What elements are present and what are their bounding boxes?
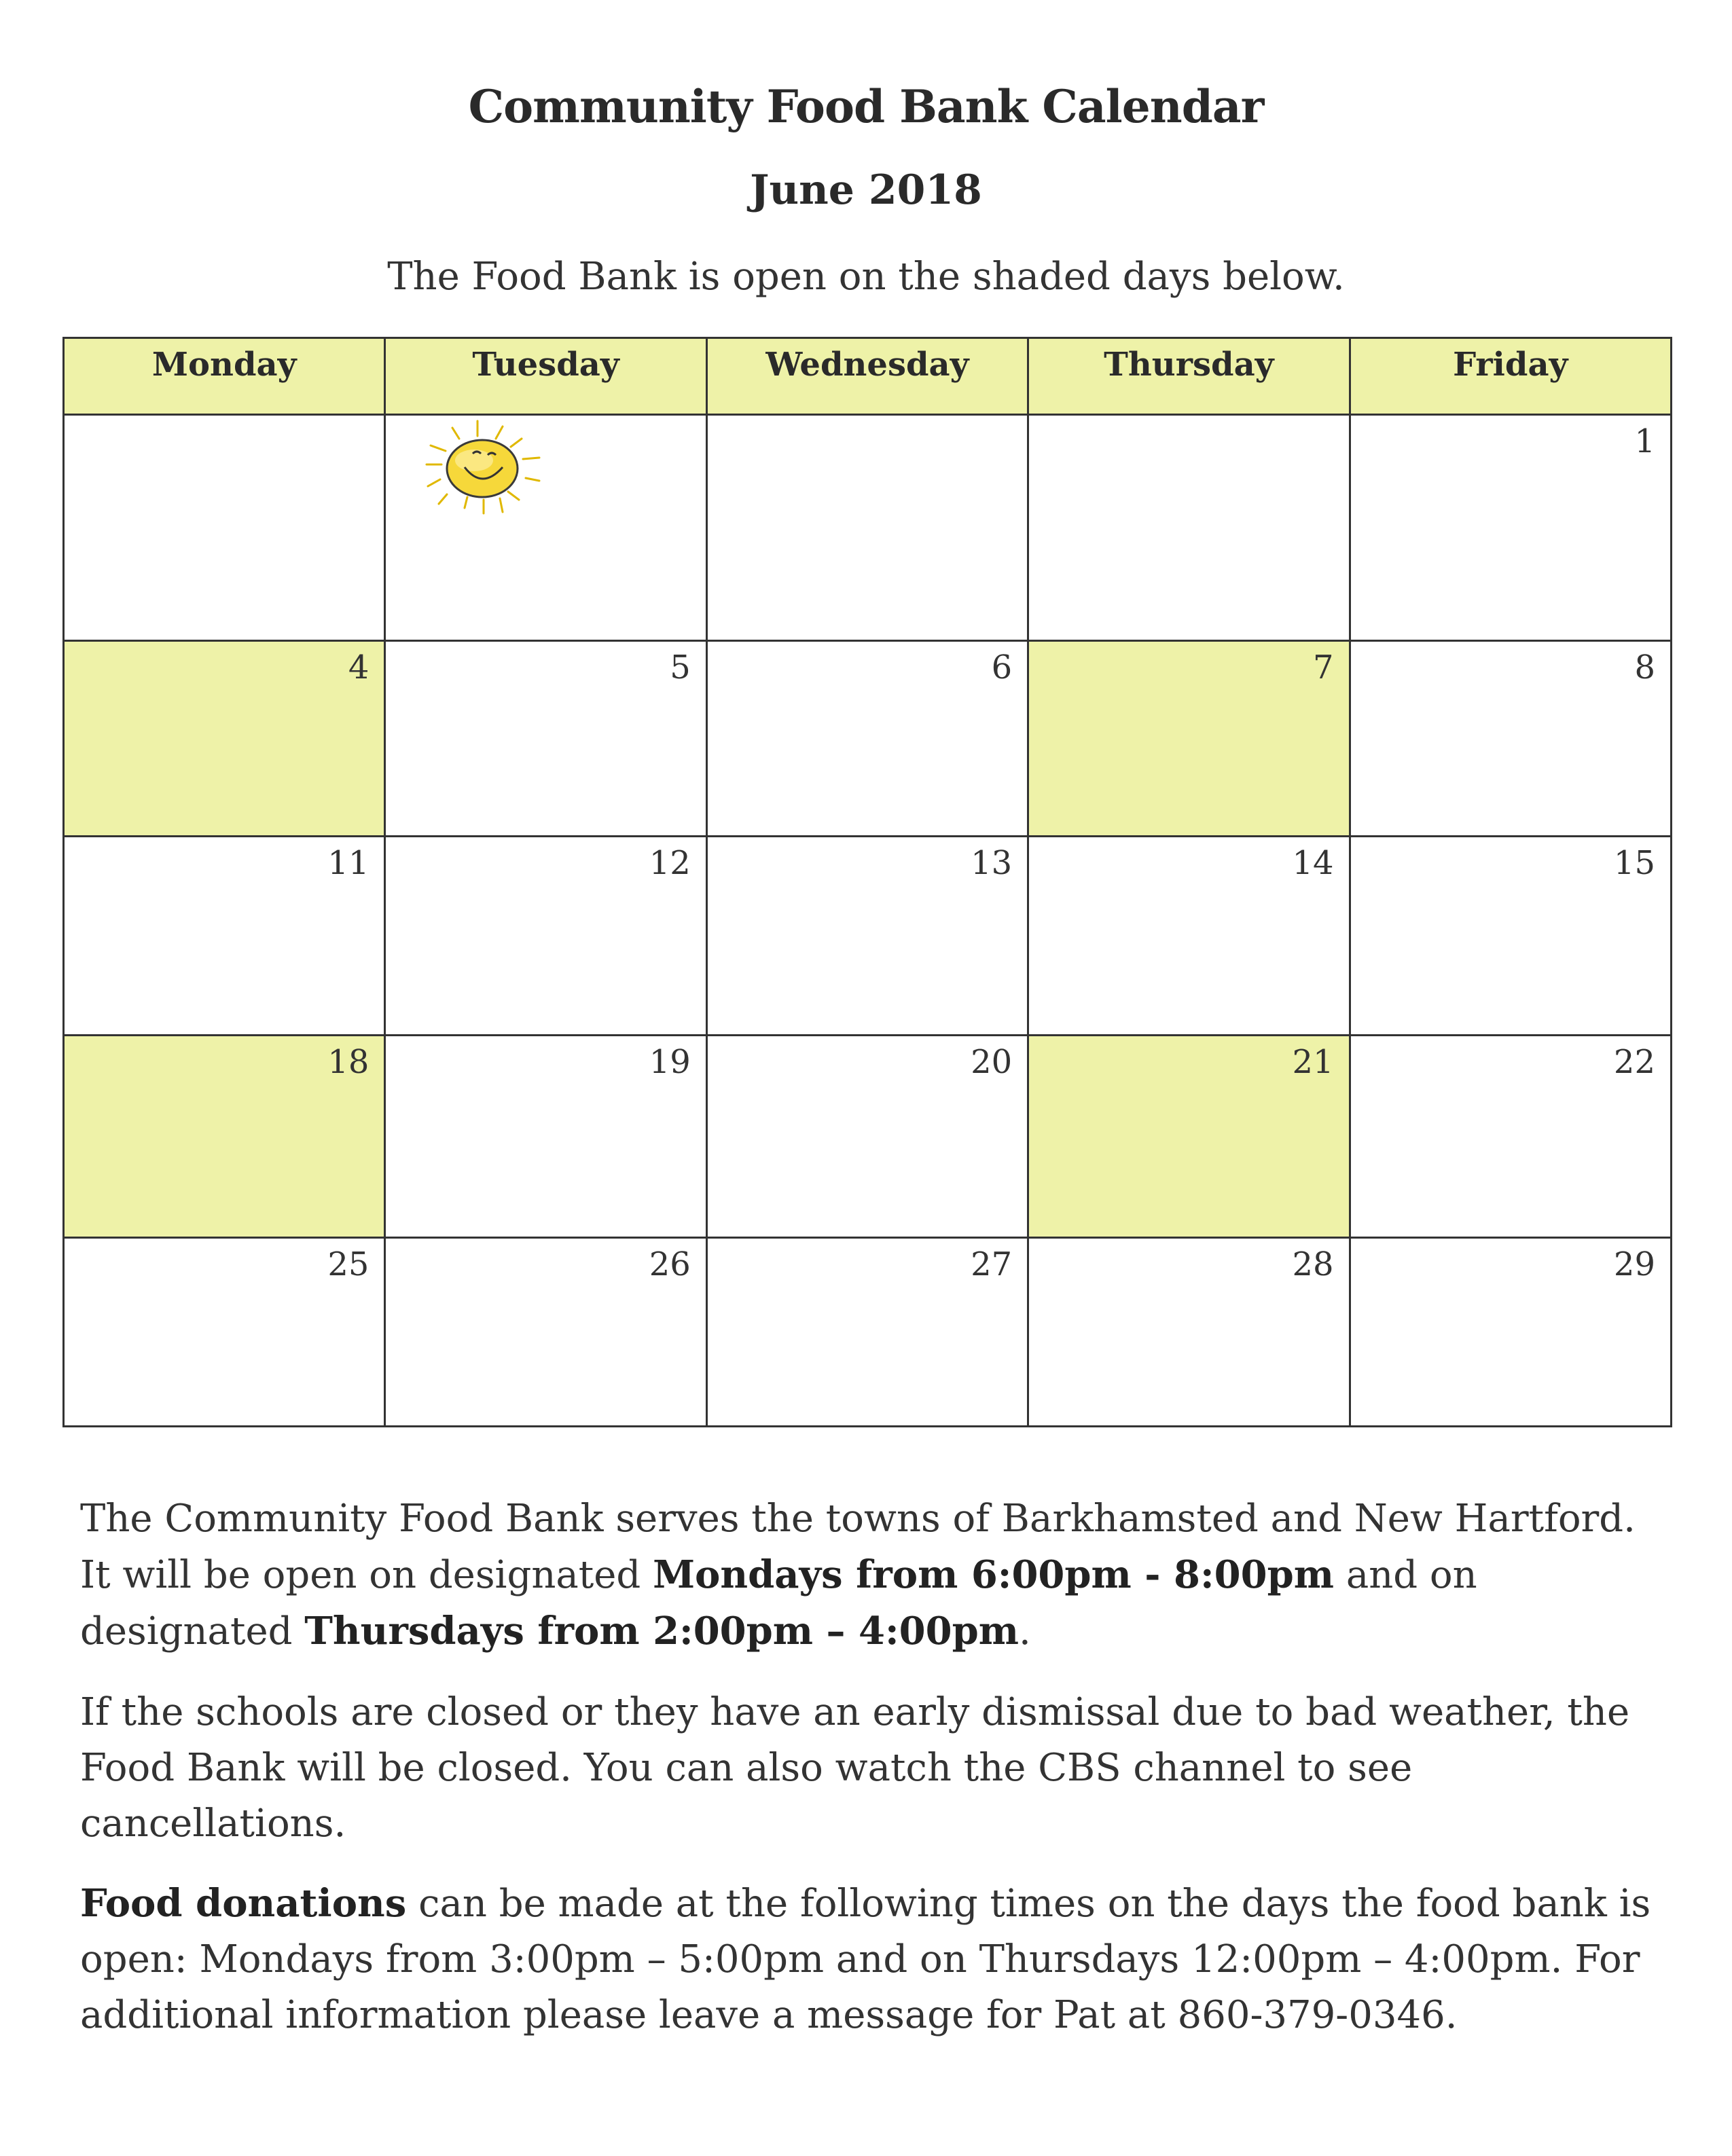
month-title: June 2018 [750,166,982,214]
calendar-day-cell [706,641,1028,837]
day-number: 13 [971,844,1013,882]
calendar-day-cell-open [64,1036,385,1238]
calendar-day-cell [706,837,1028,1036]
closure-paragraph: If the schools are closed or they have an early dismissal due to bad weather, the Food Bank will be closed. You can also watch the CBS channel to see cancellations. [80,1690,1630,1846]
calendar-day-cell [1350,837,1671,1036]
donations-text: can be made at the following times on the days the food bank is open: Mondays from 3:00pm – 5:00pm and on Thursdays 12:00pm – 4:00pm. For additional information please leave a message for Pat at 860-379-0346. [80,1882,1651,2037]
hours-text-c: . [1019,1609,1031,1653]
day-number: 12 [649,844,691,882]
calendar-day-cell [385,1238,706,1427]
sun-icon [420,418,549,523]
day-number: 26 [649,1245,691,1283]
day-number: 7 [1313,648,1334,687]
thursday-hours: Thursdays from 2:00pm – 4:00pm [304,1609,1020,1653]
day-number: 8 [1634,648,1655,687]
shading-note: The Food Bank is open on the shaded days below. [387,255,1345,299]
day-number: 18 [327,1043,369,1081]
day-number: 11 [327,844,369,882]
calendar-day-cell [385,415,706,641]
day-number: 29 [1613,1245,1655,1283]
weekday-header: Wednesday [706,338,1028,415]
day-number: 15 [1613,844,1655,882]
hours-text-b: and on designated [80,1553,1477,1653]
hours-paragraph [80,1491,1663,1660]
calendar-day-cell [64,1238,385,1427]
calendar-day-cell [385,837,706,1036]
calendar-day-cell [706,1238,1028,1427]
calendar-day-cell-open [64,641,385,837]
calendar-grid [62,337,1672,1427]
calendar-day-cell [385,1036,706,1238]
day-number: 6 [991,648,1013,687]
calendar-week-row [64,1036,1672,1238]
calendar-week-row [64,837,1672,1036]
day-number: 27 [971,1245,1013,1283]
weekday-header: Tuesday [385,338,706,415]
day-number: 4 [348,648,369,687]
day-number: 28 [1292,1245,1334,1283]
weekday-header: Thursday [1028,338,1350,415]
calendar-week-row [64,1238,1672,1427]
calendar-day-cell [64,837,385,1036]
donations-label: Food donations [80,1881,407,1926]
calendar-day-cell [706,415,1028,641]
calendar-day-cell [1350,1036,1671,1238]
calendar-day-cell [1350,641,1671,837]
day-number: 22 [1613,1043,1655,1081]
calendar-day-cell [1028,1238,1350,1427]
hours-text-a: The Community Food Bank serves the towns of Barkhamsted and New Hartford. It will be open on designated [80,1497,1636,1597]
day-number: 5 [670,648,691,687]
calendar-day-cell [1028,837,1350,1036]
day-number: 1 [1634,422,1655,460]
day-number: 14 [1292,844,1334,882]
day-number: 19 [649,1043,691,1081]
day-number: 25 [327,1245,369,1283]
calendar-day-cell-open [1028,1036,1350,1238]
monday-hours: Mondays from 6:00pm - 8:00pm [653,1552,1335,1597]
calendar-day-cell [1350,415,1671,641]
day-number: 21 [1292,1043,1334,1081]
calendar-week-row [64,415,1672,641]
weekday-header: Friday [1350,338,1671,415]
calendar-day-cell [1350,1238,1671,1427]
weekday-header-row [64,338,1672,415]
calendar-day-cell [706,1036,1028,1238]
day-number: 20 [971,1043,1013,1081]
calendar-week-row [64,641,1672,837]
weekday-header: Monday [64,338,385,415]
calendar-day-cell [64,415,385,641]
page-title: Community Food Bank Calendar [468,80,1264,133]
calendar-day-cell-open [1028,641,1350,837]
calendar-day-cell [385,641,706,837]
calendar-day-cell [1028,415,1350,641]
donations-paragraph [80,1876,1663,2043]
